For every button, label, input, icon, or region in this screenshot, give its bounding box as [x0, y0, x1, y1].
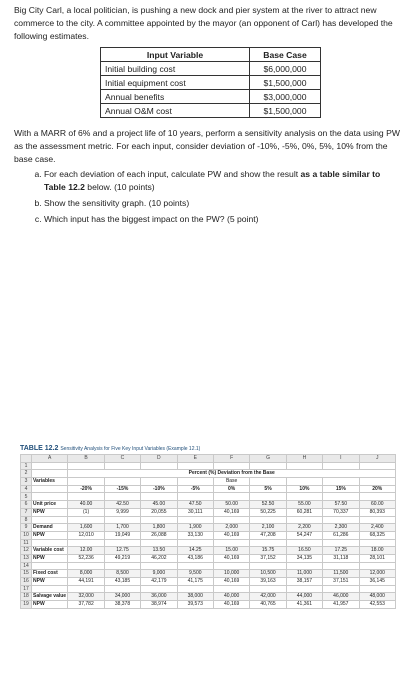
variable-value: 14.25 — [177, 547, 213, 555]
row-number: 15 — [21, 570, 32, 578]
npw-value: 12,010 — [68, 531, 104, 539]
variable-value: 10,000 — [213, 570, 249, 578]
grid-cell — [250, 562, 286, 570]
grid-cell — [141, 562, 177, 570]
grid-cell — [213, 539, 249, 547]
variable-value: 12.75 — [104, 547, 140, 555]
cell-value: $3,000,000 — [250, 90, 321, 104]
row-number: 4 — [21, 485, 32, 493]
grid-cell — [213, 516, 249, 524]
npw-value: 26,088 — [141, 531, 177, 539]
variable-value: 18.00 — [359, 547, 395, 555]
grid-cell — [68, 516, 104, 524]
npw-value: 34,135 — [286, 554, 322, 562]
npw-value: 20,055 — [141, 508, 177, 516]
variable-value: 1,700 — [104, 524, 140, 532]
grid-cell — [359, 585, 395, 593]
variable-value: 2,000 — [213, 524, 249, 532]
variable-value: 44,000 — [286, 593, 322, 601]
grid-cell — [68, 585, 104, 593]
npw-value: 42,553 — [359, 601, 395, 609]
table-row — [21, 493, 396, 501]
table-row — [101, 76, 321, 90]
grid-cell — [32, 585, 68, 593]
percent-header: 5% — [250, 485, 286, 493]
grid-cell — [141, 478, 177, 486]
grid-cell — [68, 462, 104, 470]
question-part-a: a. For each deviation of each input, calculate PW and show the result as a table similar to Table 12.2 below. (10 points) — [44, 168, 404, 194]
table-row — [21, 470, 396, 478]
variable-value: 57.50 — [323, 501, 359, 509]
npw-value: 19,049 — [104, 531, 140, 539]
column-letter: F — [213, 455, 249, 463]
row-number: 13 — [21, 554, 32, 562]
grid-cell — [213, 585, 249, 593]
row-number: 6 — [21, 501, 32, 509]
grid-cell — [68, 539, 104, 547]
percent-header: 10% — [286, 485, 322, 493]
variable-label: Salvage value — [33, 593, 67, 600]
grid-cell — [32, 516, 68, 524]
grid-cell — [177, 478, 213, 486]
npw-value: 41,957 — [323, 601, 359, 609]
grid-cell — [213, 562, 249, 570]
column-letter: H — [286, 455, 322, 463]
variable-value: 1,900 — [177, 524, 213, 532]
row-number: 2 — [21, 470, 32, 478]
row-number: 12 — [21, 547, 32, 555]
header-input-variable: Input Variable — [101, 48, 250, 62]
table-row — [21, 508, 396, 516]
grid-cell — [286, 478, 322, 486]
variable-value: 2,400 — [359, 524, 395, 532]
row-number: 8 — [21, 516, 32, 524]
grid-cell — [286, 585, 322, 593]
cell-variable: Initial equipment cost — [101, 76, 250, 90]
grid-cell — [323, 462, 359, 470]
grid-cell — [359, 562, 395, 570]
grid-cell — [68, 493, 104, 501]
variable-value: 52.50 — [250, 501, 286, 509]
grid-cell — [32, 470, 68, 478]
percent-header: 0% — [213, 485, 249, 493]
npw-value: 28,101 — [359, 554, 395, 562]
npw-value: 41,175 — [177, 578, 213, 586]
variable-value: 17.25 — [323, 547, 359, 555]
row-number: 3 — [21, 478, 32, 486]
header-base-case: Base Case — [250, 48, 321, 62]
npw-value: 54,247 — [286, 531, 322, 539]
row-number: 1 — [21, 462, 32, 470]
npw-value: 40,169 — [213, 508, 249, 516]
variables-label: Variables — [32, 478, 68, 486]
percent-header: 15% — [323, 485, 359, 493]
npw-value: 31,118 — [323, 554, 359, 562]
table-row — [21, 501, 396, 509]
grid-cell — [104, 585, 140, 593]
base-case-table — [100, 47, 321, 118]
npw-value: 80,393 — [359, 508, 395, 516]
npw-value: 30,111 — [177, 508, 213, 516]
base-label: Base — [213, 478, 249, 486]
npw-value: 36,145 — [359, 578, 395, 586]
npw-label: NPW — [32, 554, 68, 562]
table-row — [101, 62, 321, 76]
variable-value: 46,000 — [323, 593, 359, 601]
table-row — [21, 485, 396, 493]
grid-cell — [32, 493, 68, 501]
npw-value: 41,361 — [286, 601, 322, 609]
variable-value: 9,000 — [141, 570, 177, 578]
npw-value: 40,169 — [213, 554, 249, 562]
grid-cell — [141, 516, 177, 524]
variable-label: Demand — [32, 524, 68, 532]
variable-value: 55.00 — [286, 501, 322, 509]
variable-value: 16.50 — [286, 547, 322, 555]
percent-header: -10% — [141, 485, 177, 493]
npw-value: 50,225 — [250, 508, 286, 516]
npw-value: 70,337 — [323, 508, 359, 516]
npw-value: 42,179 — [141, 578, 177, 586]
variable-value: 60.00 — [359, 501, 395, 509]
variable-value: 38,000 — [177, 593, 213, 601]
grid-cell — [323, 478, 359, 486]
grid-cell — [32, 462, 68, 470]
question-part-b: b. Show the sensitivity graph. (10 points) — [44, 197, 404, 210]
row-number: 18 — [21, 593, 32, 601]
sensitivity-grid — [20, 454, 396, 609]
table-row — [21, 601, 396, 609]
grid-cell — [359, 493, 395, 501]
table-row — [21, 593, 396, 601]
column-letter: A — [32, 455, 68, 463]
cell-value: $6,000,000 — [250, 62, 321, 76]
table-caption-title: Sensitivity Analysis for Five Key Input Variables (Example 12.1) — [60, 446, 201, 452]
table-row — [21, 539, 396, 547]
variable-value: 8,500 — [104, 570, 140, 578]
grid-cell — [323, 585, 359, 593]
column-letter: D — [141, 455, 177, 463]
percent-header: -5% — [177, 485, 213, 493]
grid-cell — [141, 585, 177, 593]
variable-value: 47.50 — [177, 501, 213, 509]
row-number: 14 — [21, 562, 32, 570]
grid-cell — [250, 462, 286, 470]
grid-cell — [359, 539, 395, 547]
table-row — [21, 547, 396, 555]
npw-label: NPW — [32, 531, 68, 539]
grid-cell — [359, 516, 395, 524]
grid-cell — [141, 539, 177, 547]
npw-label: NPW — [32, 508, 68, 516]
question-parts — [14, 168, 404, 226]
npw-value: 9,999 — [104, 508, 140, 516]
table-row — [101, 104, 321, 118]
variable-label: Variable cost — [32, 547, 68, 555]
row-number: 16 — [21, 578, 32, 586]
row-number: 9 — [21, 524, 32, 532]
grid-cell — [68, 562, 104, 570]
row-number: 17 — [21, 585, 32, 593]
variable-value: 40.00 — [68, 501, 104, 509]
row-number — [21, 455, 32, 463]
percent-header: -20% — [68, 485, 104, 493]
grid-cell — [286, 462, 322, 470]
npw-value: 40,169 — [213, 578, 249, 586]
grid-cell — [250, 539, 286, 547]
column-letter: J — [359, 455, 395, 463]
variable-label: Fixed cost — [32, 570, 68, 578]
variable-value: 11,000 — [286, 570, 322, 578]
npw-label: NPW — [32, 578, 68, 586]
npw-value: 43,186 — [177, 554, 213, 562]
grid-cell — [323, 539, 359, 547]
percent-header: 20% — [359, 485, 395, 493]
column-letter: G — [250, 455, 286, 463]
variable-value: 1,800 — [141, 524, 177, 532]
table-row — [21, 462, 396, 470]
grid-cell — [177, 516, 213, 524]
variable-value: 50.00 — [213, 501, 249, 509]
variable-value: 40,000 — [213, 593, 249, 601]
npw-value: 44,191 — [68, 578, 104, 586]
cell-variable: Annual benefits — [101, 90, 250, 104]
npw-value: 47,208 — [250, 531, 286, 539]
npw-value: 52,236 — [68, 554, 104, 562]
npw-value: (1) — [68, 508, 104, 516]
npw-value: 39,573 — [177, 601, 213, 609]
cell-variable: Annual O&M cost — [101, 104, 250, 118]
grid-cell — [104, 562, 140, 570]
grid-cell — [286, 562, 322, 570]
variable-value: 13.50 — [141, 547, 177, 555]
table-caption — [20, 445, 396, 452]
npw-value: 37,151 — [323, 578, 359, 586]
deviation-header: Percent (%) Deviation from the Base — [68, 470, 396, 478]
question-part-c: c. Which input has the biggest impact on the PW? (5 point) — [44, 213, 404, 226]
grid-cell — [213, 493, 249, 501]
variable-value: 48,000 — [359, 593, 395, 601]
variable-value: 1,600 — [68, 524, 104, 532]
grid-cell — [104, 462, 140, 470]
table-row — [21, 516, 396, 524]
npw-value: 40,169 — [213, 601, 249, 609]
variable-value: 34,000 — [104, 593, 140, 601]
column-letter: B — [68, 455, 104, 463]
column-letter: C — [104, 455, 140, 463]
row-number: 11 — [21, 539, 32, 547]
table-row — [21, 478, 396, 486]
column-letter: I — [323, 455, 359, 463]
grid-cell — [177, 585, 213, 593]
npw-value: 37,152 — [250, 554, 286, 562]
npw-value: 40,169 — [213, 531, 249, 539]
variable-value: 42.50 — [104, 501, 140, 509]
npw-value: 60,281 — [286, 508, 322, 516]
row-number: 7 — [21, 508, 32, 516]
table-row — [21, 562, 396, 570]
variable-value: 15.75 — [250, 547, 286, 555]
cell-variable: Initial building cost — [101, 62, 250, 76]
variable-value: 32,000 — [68, 593, 104, 601]
table-row — [21, 570, 396, 578]
variable-value: 42,000 — [250, 593, 286, 601]
variable-value: 2,100 — [250, 524, 286, 532]
grid-cell — [141, 462, 177, 470]
npw-value: 43,185 — [104, 578, 140, 586]
base-table-header — [101, 48, 321, 62]
table-row — [21, 585, 396, 593]
table-caption-number: TABLE 12.2 — [20, 445, 59, 452]
grid-cell — [286, 516, 322, 524]
sensitivity-table-figure — [20, 445, 396, 609]
task-statement: With a MARR of 6% and a project life of 10 years, perform a sensitivity analysis on the data using PW as the assessment metric. For each input, consider deviation of -10%, -5%, 0%, 5%, 10% from the base case. — [14, 128, 400, 164]
grid-cell — [32, 485, 68, 493]
grid-cell — [250, 478, 286, 486]
grid-cell — [177, 539, 213, 547]
grid-cell — [177, 493, 213, 501]
npw-value: 37,782 — [68, 601, 104, 609]
grid-cell — [250, 516, 286, 524]
problem-intro: Big City Carl, a local politician, is pushing a new dock and pier system at the river to attract new commerce to the city. A committee appointed by the mayor (an opponent of Carl) has developed the following estimates. — [14, 5, 393, 41]
variable-value: 2,200 — [286, 524, 322, 532]
row-number: 5 — [21, 493, 32, 501]
grid-cell — [104, 493, 140, 501]
grid-cell — [323, 516, 359, 524]
grid-cell — [213, 462, 249, 470]
grid-cell — [177, 462, 213, 470]
variable-value: 2,300 — [323, 524, 359, 532]
grid-cell — [359, 478, 395, 486]
npw-value: 49,219 — [104, 554, 140, 562]
row-number: 19 — [21, 601, 32, 609]
grid-cell — [32, 562, 68, 570]
variable-value: 11,500 — [323, 570, 359, 578]
grid-cell — [323, 493, 359, 501]
grid-cell — [141, 493, 177, 501]
npw-value: 38,974 — [141, 601, 177, 609]
table-row — [21, 524, 396, 532]
variable-value: 10,500 — [250, 570, 286, 578]
variable-value: 12.00 — [68, 547, 104, 555]
table-row — [101, 90, 321, 104]
npw-value: 33,130 — [177, 531, 213, 539]
table-row — [21, 554, 396, 562]
table-row — [21, 578, 396, 586]
row-number: 10 — [21, 531, 32, 539]
grid-cell — [286, 493, 322, 501]
npw-value: 61,286 — [323, 531, 359, 539]
grid-cell — [104, 478, 140, 486]
npw-value: 46,202 — [141, 554, 177, 562]
variable-label: Unit price — [32, 501, 68, 509]
grid-cell — [104, 516, 140, 524]
task-section — [14, 127, 404, 229]
variable-value: 15.00 — [213, 547, 249, 555]
npw-value: 38,157 — [286, 578, 322, 586]
cell-value: $1,500,000 — [250, 76, 321, 90]
npw-label: NPW — [32, 601, 68, 609]
grid-cell — [250, 493, 286, 501]
variable-value: 36,000 — [141, 593, 177, 601]
npw-value: 38,378 — [104, 601, 140, 609]
variable-value: 12,000 — [359, 570, 395, 578]
grid-cell — [323, 562, 359, 570]
variable-value: 8,000 — [68, 570, 104, 578]
table-row — [21, 531, 396, 539]
grid-cell — [286, 539, 322, 547]
npw-value: 68,325 — [359, 531, 395, 539]
variable-value: 9,500 — [177, 570, 213, 578]
grid-cell — [104, 539, 140, 547]
grid-cell — [359, 462, 395, 470]
npw-value: 40,765 — [250, 601, 286, 609]
cell-value: $1,500,000 — [250, 104, 321, 118]
grid-cell — [68, 478, 104, 486]
table-row — [21, 455, 396, 463]
percent-header: -15% — [104, 485, 140, 493]
grid-cell — [250, 585, 286, 593]
grid-cell — [177, 562, 213, 570]
grid-cell — [32, 539, 68, 547]
npw-value: 39,163 — [250, 578, 286, 586]
variable-value: 45.00 — [141, 501, 177, 509]
column-letter: E — [177, 455, 213, 463]
